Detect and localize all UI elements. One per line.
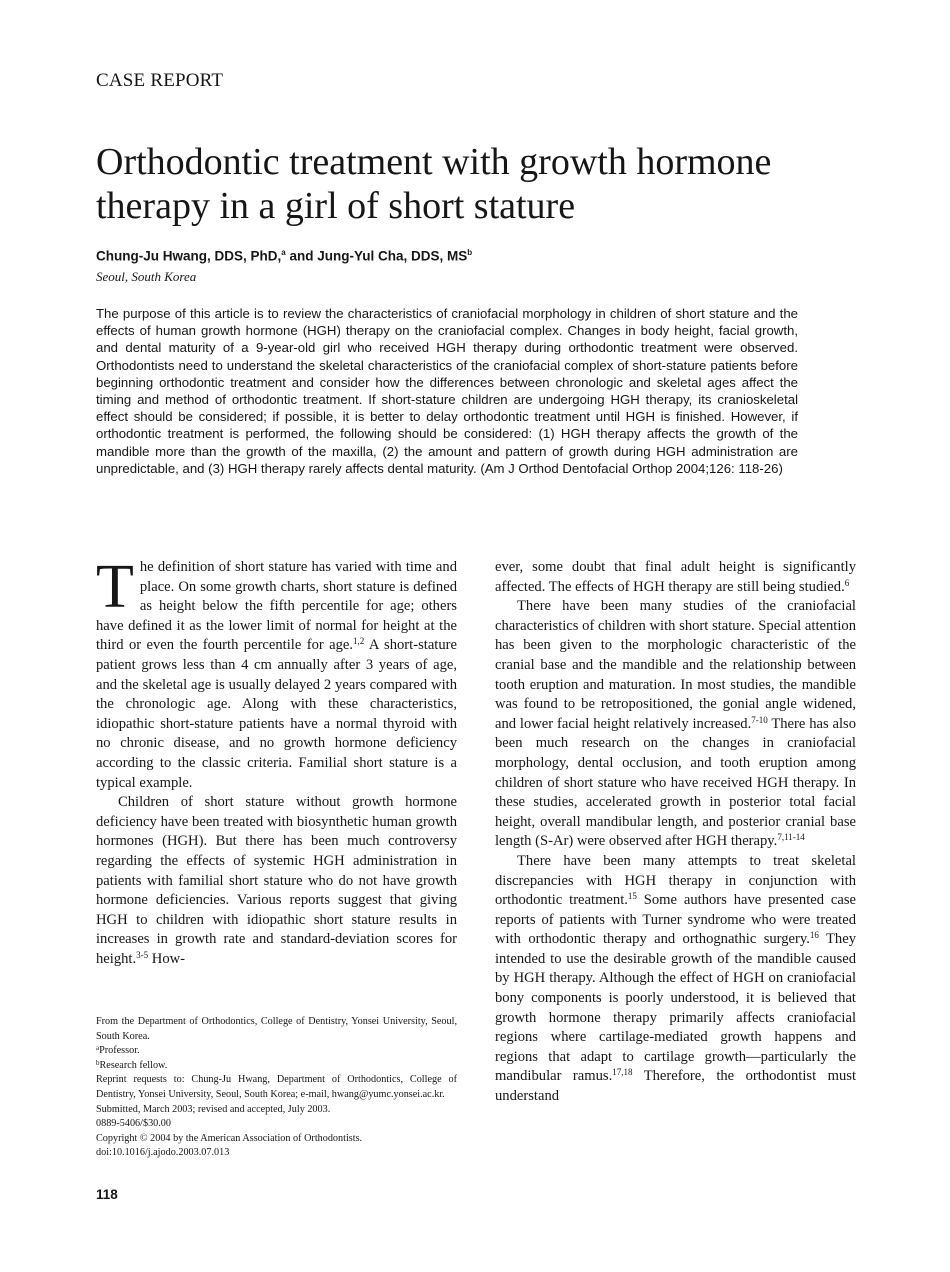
footnote-a bbox=[96, 1044, 457, 1059]
paragraph-text: Some authors have presented case reports of patients with Turner syndrome who were treated with orthodontic therapy and orthognathic surgery. bbox=[495, 892, 856, 948]
footnote-issn: 0889-5406/$30.00 bbox=[96, 1118, 171, 1130]
paragraph-text: ever, some doubt that final adult height is significantly affected. The effects of HGH therapy are still being studied. bbox=[495, 559, 856, 595]
paragraph-text: Therefore, the orthodontist must understand bbox=[495, 1068, 856, 1105]
footnote-mark: a bbox=[96, 1044, 100, 1053]
paragraph-text: They intended to use the desirable growth of the mandible caused by HGH therapy. Although the effect of HGH on craniofacial bony components is poorly understood, it is believed that growth hormone therapy primarily affects craniofacial regions where cartilage-mediated growth happens and regions that adapt to cartilage growth—particularly the mandibular ramus. bbox=[495, 931, 857, 1085]
paragraph bbox=[495, 852, 856, 1107]
footnote-copyright: Copyright © 2004 by the American Association of Orthodontists. bbox=[96, 1132, 363, 1144]
paragraph-text: There have been many studies of the craniofacial characteristics of children with short stature. Special attention has been given to the morphologic characteristic of the cranial base and the mandible and the relationship between tooth eruption and maturation. In most studies, the mandible was found to be retropositioned, the gonial angle widened, and lower facial height relatively increased. bbox=[495, 598, 856, 732]
footnote-doi: doi:10.1016/j.ajodo.2003.07.013 bbox=[96, 1147, 230, 1159]
footnote-affiliation: From the Department of Orthodontics, College of Dentistry, Yonsei University, Seoul, South Korea. bbox=[96, 1016, 457, 1042]
paragraph-text: he definition of short stature has varied with time and place. On some growth charts, short stature is defined as height below the fifth percentile for age; others have defined it as the lower limit of normal for height at the third or even the fourth percentile for age. bbox=[96, 559, 457, 654]
author-2-affiliation-mark: b bbox=[467, 248, 473, 257]
paragraph bbox=[495, 558, 856, 597]
author-conjunction: and bbox=[285, 248, 318, 264]
author-2: Jung-Yul Cha, DDS, MS bbox=[317, 248, 468, 264]
drop-cap: T bbox=[96, 553, 134, 621]
citation-ref: 7,11-14 bbox=[777, 832, 805, 843]
citation-ref: 17,18 bbox=[612, 1067, 633, 1078]
section-label: CASE REPORT bbox=[96, 70, 224, 91]
citation-ref: 15 bbox=[627, 891, 637, 902]
footnote-mark: b bbox=[96, 1058, 100, 1067]
body-column-right bbox=[495, 558, 856, 1107]
paragraph-text: How- bbox=[148, 950, 186, 967]
paragraph-text: A short-stature patient grows less than 4 cm annually after 3 years of age, and the skeletal age is usually delayed 2 years compared with the chronologic age. Along with these characteristics, idiopathic short-stature patients have a normal thyroid with no chronic disease, and no growth hormone deficiency according to the classic criteria. Familial short stature is a typical example. bbox=[96, 637, 457, 791]
article-title: Orthodontic treatment with growth hormone therapy in a girl of short stature bbox=[96, 141, 772, 227]
paragraph-text: There have been many attempts to treat skeletal discrepancies with HGH therapy in conjunction with orthodontic treatment. bbox=[495, 852, 856, 909]
citation-ref: 7-10 bbox=[751, 714, 768, 725]
author-location: Seoul, South Korea bbox=[96, 269, 197, 284]
author-1-affiliation-mark: a bbox=[281, 248, 286, 257]
body-column-left bbox=[96, 553, 457, 969]
footnote-submitted: Submitted, March 2003; revised and accepted, July 2003. bbox=[96, 1103, 331, 1115]
page-number: 118 bbox=[96, 1187, 118, 1202]
footnote-reprint: Reprint requests to: Chung-Ju Hwang, Department of Orthodontics, College of Dentistry, Yonsei University, Seoul, South Korea; e-mail, hwang@yumc.yonsei.ac.kr. bbox=[96, 1074, 457, 1100]
abstract: The purpose of this article is to review the characteristics of craniofacial morphology in children of short stature and the effects of human growth hormone (HGH) therapy on the craniofacial complex. Changes in body height, facial growth, and dental maturity of a 9-year-old girl who received HGH therapy during orthodontic treatment were observed. Orthodontists need to understand the skeletal characteristics of the craniofacial complex of short-stature patients before beginning orthodontic treatment and consider how the differences between chronologic and skeletal ages affect the timing and method of orthodontic treatment. If short-stature children are undergoing HGH therapy, its cranioskeletal effect should be considered; if possible, it is better to delay orthodontic treatment until HGH is finished. However, if orthodontic treatment is performed, the following should be considered: (1) HGH therapy affects the growth of the mandible more than the growth of the maxilla, (2) the amount and pattern of growth during HGH administration are unpredictable, and (3) HGH therapy rarely affects dental maturity. (Am J Orthod Dentofacial Orthop 2004;126: 118-26) bbox=[96, 306, 798, 476]
footnote-b bbox=[96, 1059, 457, 1074]
footnote-text: Professor. bbox=[99, 1045, 140, 1057]
paragraph bbox=[96, 793, 457, 969]
footnote-text: Research fellow. bbox=[99, 1059, 168, 1071]
author-line bbox=[96, 248, 472, 264]
article-footnotes bbox=[96, 1015, 457, 1161]
author-1: Chung-Ju Hwang, DDS, PhD, bbox=[96, 248, 282, 264]
citation-ref: 3-5 bbox=[136, 949, 149, 960]
paragraph-text: Children of short stature without growth hormone deficiency have been treated with biosynthetic human growth hormones (HGH). But there has been much controversy regarding the effects of systemic HGH administration in patients with familial short stature who do not have growth hormone deficiencies. Various reports suggest that giving HGH to children with idiopathic short stature results in increases in growth rate and standard-deviation scores for height. bbox=[96, 794, 457, 967]
citation-ref: 16 bbox=[809, 930, 819, 941]
citation-ref: 6 bbox=[844, 577, 850, 588]
paragraph-text: There has also been much research on the changes in craniofacial morphology, dental occlusion, and tooth eruption among children of short stature who have received HGH therapy. In these studies, accelerated growth in posterior total facial height, overall mandibular length, and posterior cranial base length (S-Ar) were observed after HGH therapy. bbox=[495, 715, 856, 850]
paragraph bbox=[96, 553, 457, 793]
citation-ref: 1,2 bbox=[353, 636, 365, 647]
paragraph bbox=[495, 597, 856, 852]
